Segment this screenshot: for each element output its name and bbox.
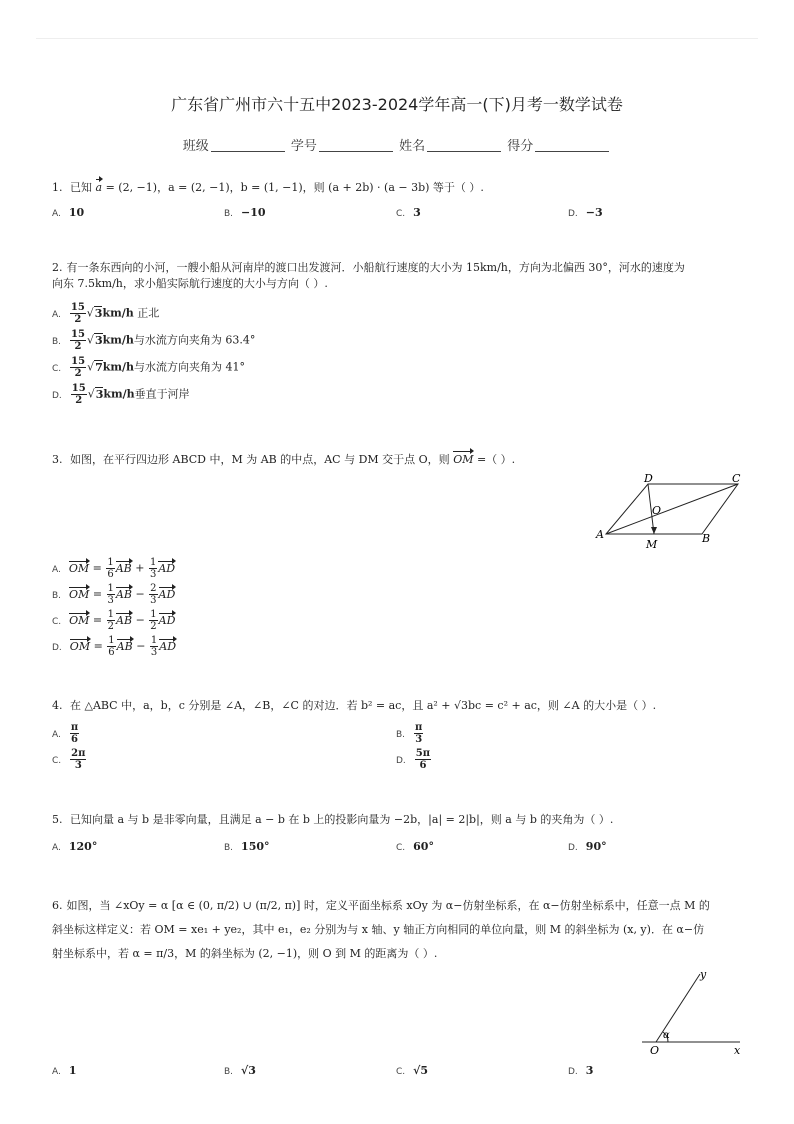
option-a[interactable]: A. OM = $\frac{1}{6}$ AB + $\frac{1}{3}$ AD	[52, 557, 176, 580]
question-stem: 已知向量 a 与 b 是非零向量，且满足 a − b 在 b 上的投影向量为 −2b，|a| = 2|b|，则 a 与 b 的夹角为（ ）.	[70, 813, 614, 826]
fraction: $\frac{15}{2}$	[71, 356, 86, 379]
option-b[interactable]: B. 150°	[224, 840, 270, 853]
option-d[interactable]: D. 3	[568, 1064, 594, 1077]
question-stem: 如图，在平行四边形 ABCD 中，M 为 AB 的中点，AC 与 DM 交于点 O，则	[70, 453, 450, 466]
question-4	[52, 698, 742, 714]
question-stem-line3: 射坐标系中，若 α = π/3，M 的斜坐标为 (2, −1)，则 O 到 M 的距离为（ ）.	[52, 947, 438, 960]
vector-a: a	[95, 181, 103, 194]
question-stem-line1: 如图，当 ∠xOy = α [α ∈ (0, π/2) ∪ (π/2, π)] 时，定义平面坐标系 xOy 为 α−仿射坐标系，在 α−仿射坐标系中，任意一点 M 的	[66, 899, 710, 912]
label-x: x	[734, 1044, 741, 1057]
option-a[interactable]: A. $\frac{15}{2}$ √3km/h 正北	[52, 302, 160, 325]
option-d[interactable]: D. $\frac{15}{2}$ √3km/h垂直于河岸	[52, 383, 190, 406]
label-alpha: α	[663, 1030, 670, 1041]
label-o: O	[650, 1044, 660, 1057]
option-d[interactable]: D. 90°	[568, 840, 607, 853]
fraction: $\frac{15}{2}$	[71, 329, 85, 352]
header-divider	[36, 38, 758, 39]
option-a[interactable]: A. 120°	[52, 840, 98, 853]
option-d[interactable]: D. OM = $\frac{1}{6}$ AB − $\frac{1}{3}$ AD	[52, 635, 177, 658]
score-blank[interactable]	[535, 139, 609, 152]
option-c[interactable]: C. $\frac{15}{2}$ √7km/h与水流方向夹角为 41°	[52, 356, 246, 379]
option-a[interactable]: A. $\frac{\pi}{6}$	[52, 722, 79, 745]
question-number: 1.	[52, 181, 63, 194]
question-stem: 在 △ABC 中，a，b，c 分别是 ∠A，∠B，∠C 的对边．若 b² = ac，且 a² + √3bc = c² + ac，则 ∠A 的大小是（ ）.	[70, 699, 657, 712]
label-d: D	[644, 472, 653, 485]
option-a[interactable]: A. 10	[52, 206, 85, 219]
label-c: C	[732, 472, 741, 485]
option-c[interactable]: C. 60°	[396, 840, 434, 853]
question-stem-line2: 斜坐标这样定义：若 OM = xe₁ + ye₂，其中 e₁，e₂ 分别为与 x 轴、y 轴正方向相同的单位向量，则 M 的斜坐标为 (x, y)．在 α−仿	[52, 923, 705, 936]
option-c[interactable]: C. $\frac{2\pi}{3}$	[52, 748, 86, 771]
option-d[interactable]: D. −3	[568, 206, 603, 219]
id-blank[interactable]	[319, 139, 393, 152]
name-label: 姓名	[399, 139, 426, 154]
question-stem-line1: 有一条东西向的小河，一艘小船从河南岸的渡口出发渡河．小船航行速度的大小为 15km/h，方向为北偏西 30°，河水的速度为	[66, 261, 685, 274]
class-blank[interactable]	[211, 139, 285, 152]
option-b[interactable]: B. √3	[224, 1064, 256, 1077]
label-m: M	[646, 538, 658, 551]
score-label: 得分	[507, 139, 534, 154]
class-label: 班级	[182, 139, 209, 154]
fraction: $\frac{15}{2}$	[70, 302, 85, 325]
question-6	[52, 894, 742, 966]
option-c[interactable]: C. OM = $\frac{1}{2}$ AB − $\frac{1}{2}$ AD	[52, 609, 176, 632]
question-stem-line2: 向东 7.5km/h，求小船实际航行速度的大小与方向（ ）.	[52, 277, 328, 290]
question-3	[52, 452, 742, 468]
question-number: 2.	[52, 261, 63, 274]
option-c[interactable]: C. 3	[396, 206, 421, 219]
question-stem: 已知	[70, 181, 92, 194]
option-b[interactable]: B. OM = $\frac{1}{3}$ AB − $\frac{2}{3}$ AD	[52, 583, 176, 606]
question-5	[52, 812, 742, 828]
affine-axes-figure	[636, 964, 748, 1058]
question-number: 6.	[52, 899, 63, 912]
option-b[interactable]: B. $\frac{15}{2}$ √3km/h与水流方向夹角为 63.4°	[52, 329, 256, 352]
question-number: 4.	[52, 699, 63, 712]
question-1	[52, 180, 742, 196]
exam-title: 广东省广州市六十五中2023-2024学年高一(下)月考一数学试卷	[171, 95, 623, 114]
parallelogram-figure	[592, 470, 752, 552]
id-label: 学号	[290, 139, 317, 154]
option-b[interactable]: B. $\frac{\pi}{3}$	[396, 722, 423, 745]
label-y: y	[700, 968, 707, 981]
option-b[interactable]: B. −10	[224, 206, 266, 219]
question-number: 3.	[52, 453, 63, 466]
diagonal-ac	[606, 484, 738, 534]
question-number: 5.	[52, 813, 63, 826]
vector-om: OM	[453, 453, 474, 466]
question-stem-cont: = (2, −1)，a = (2, −1)，b = (1, −1)，则 (a + 2b) · (a − 3b) 等于（ ）.	[105, 181, 484, 194]
option-a[interactable]: A. 1	[52, 1064, 77, 1077]
label-o: O	[652, 504, 662, 517]
question-stem-cont: =（ ）.	[476, 453, 516, 466]
arrow-om	[651, 527, 657, 534]
label-a: A	[596, 528, 604, 541]
name-blank[interactable]	[427, 139, 501, 152]
option-c[interactable]: C. √5	[396, 1064, 429, 1077]
label-b: B	[702, 532, 711, 545]
fraction: $\frac{15}{2}$	[71, 383, 86, 406]
question-2	[52, 260, 742, 292]
option-d[interactable]: D. $\frac{5\pi}{6}$	[396, 748, 431, 771]
student-info-line	[0, 135, 794, 154]
